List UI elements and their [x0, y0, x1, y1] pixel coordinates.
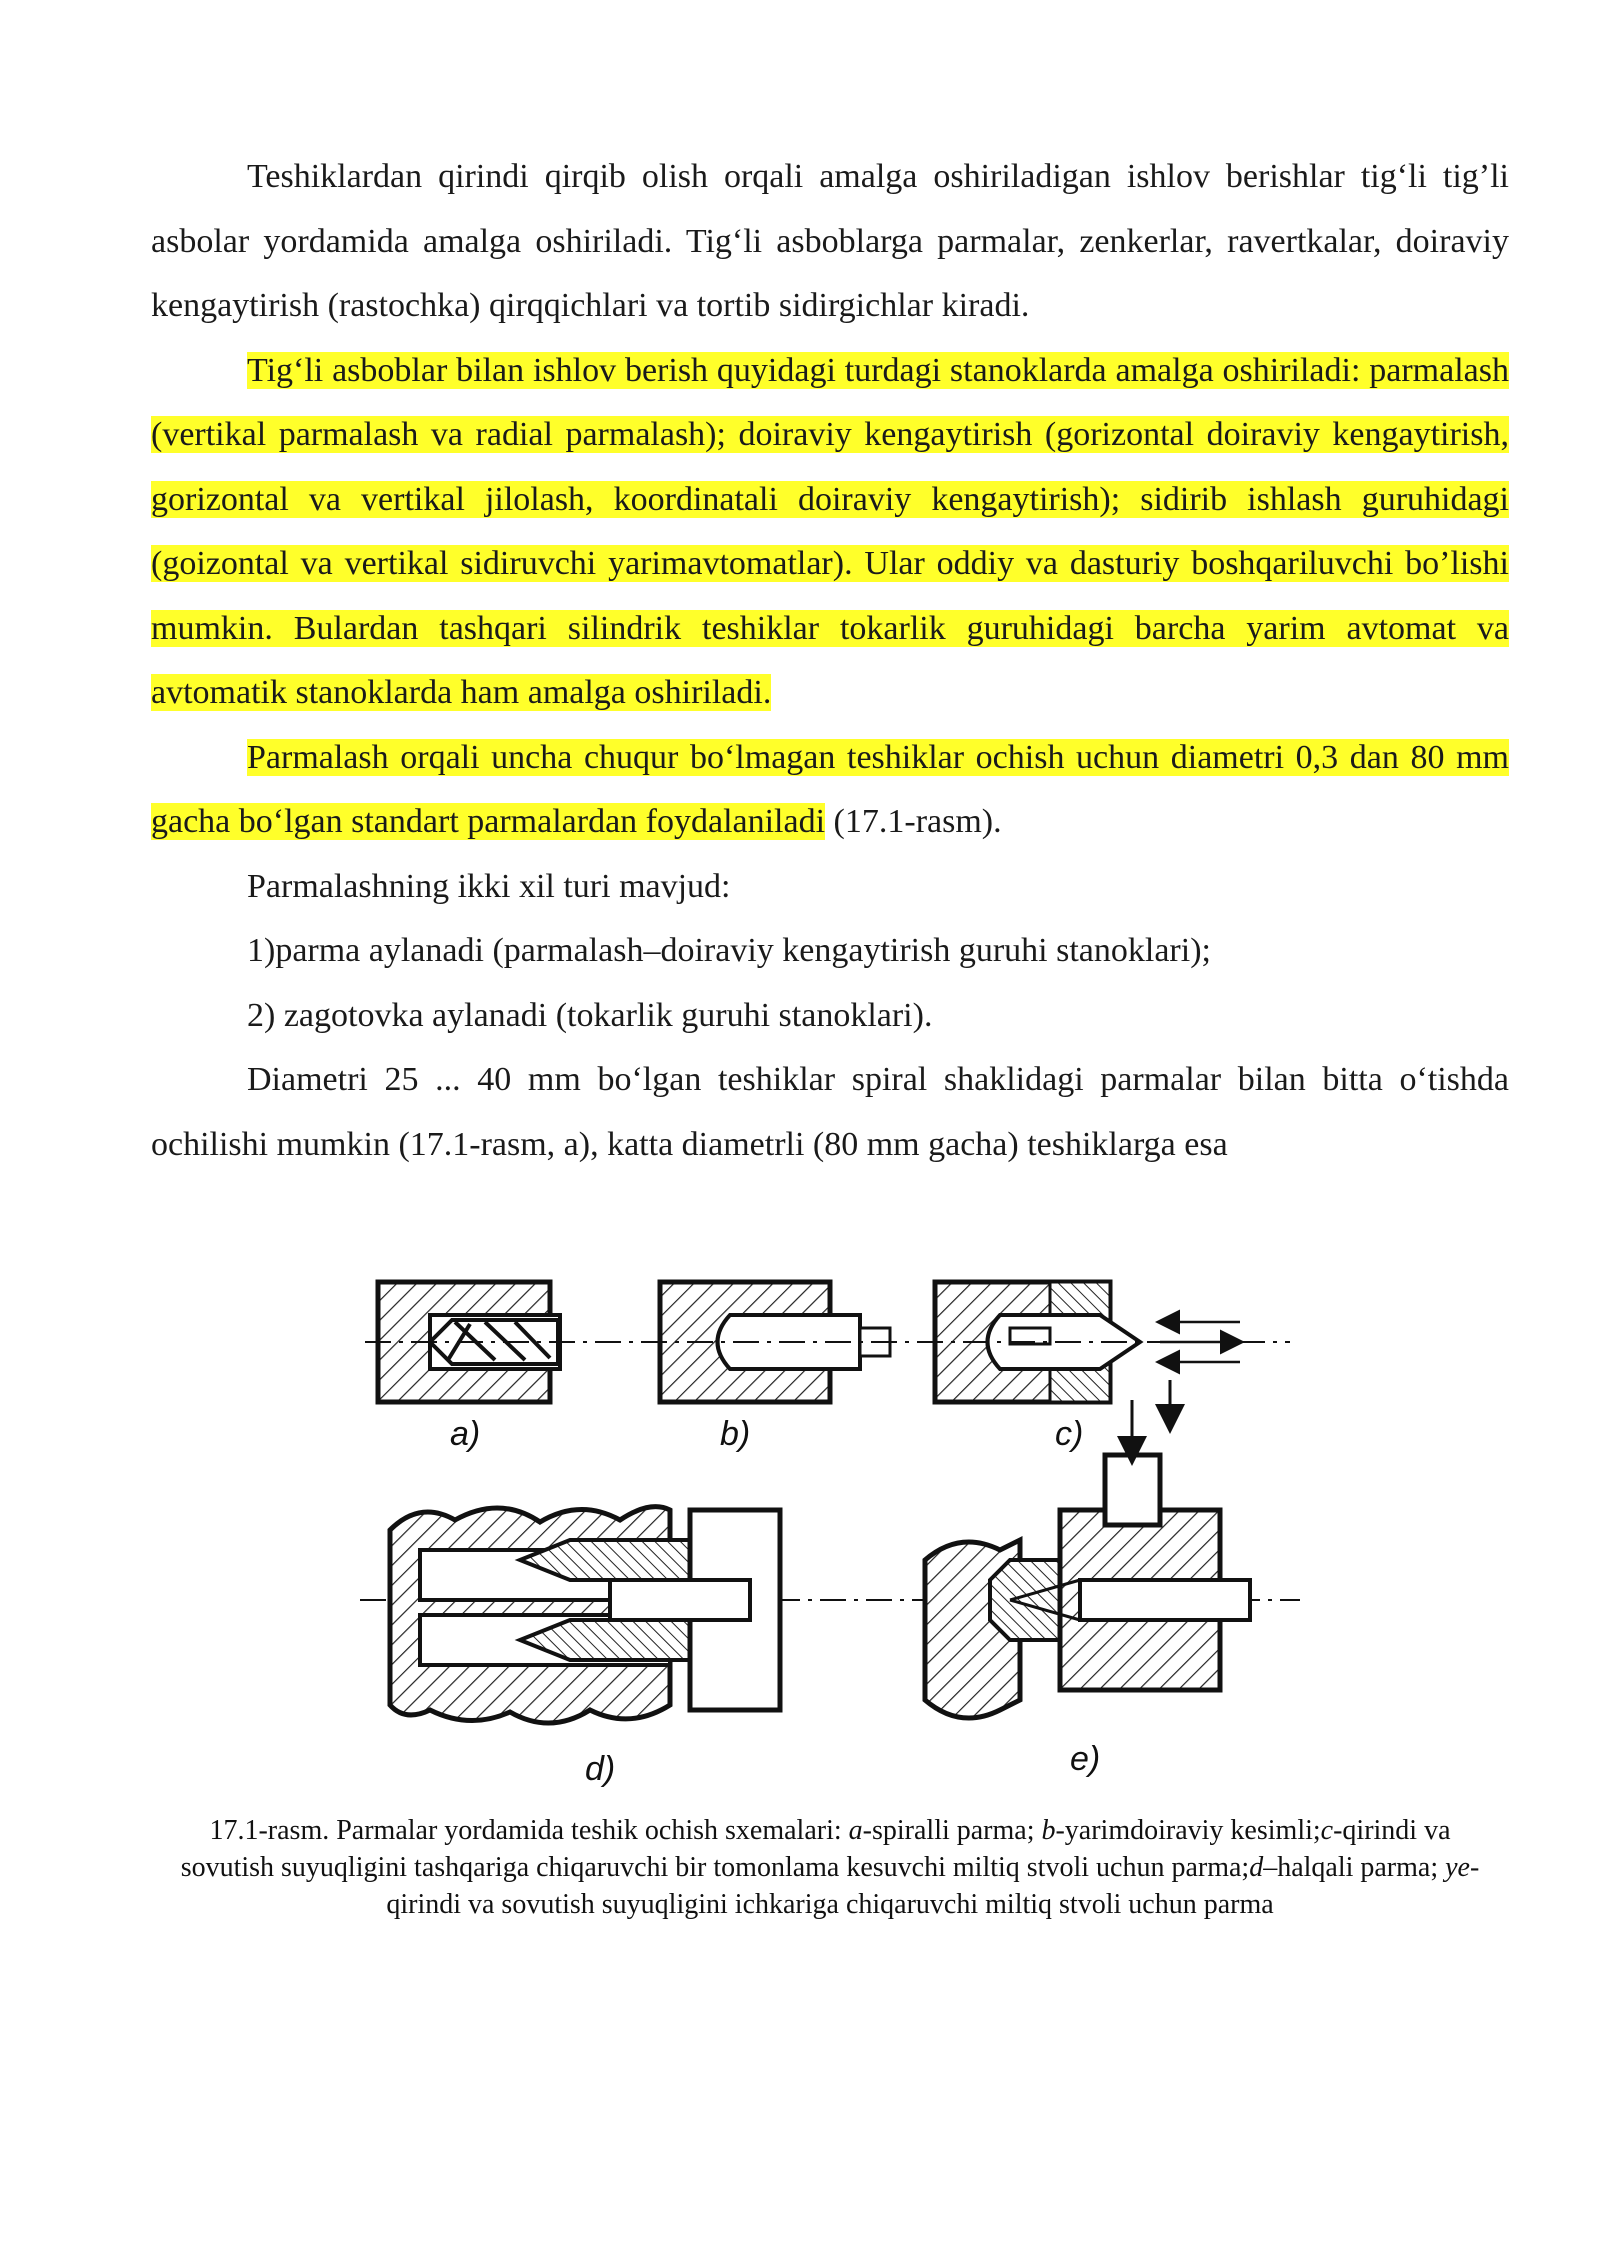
paragraph-2: [151, 339, 1509, 726]
label-a: a): [450, 1415, 481, 1453]
caption-key-d: d: [1249, 1852, 1264, 1883]
paragraph-1: Teshiklardan qirindi qirqib olish orqali amalga oshiriladigan ishlov berishlar tig‘li tig’li asbolar yordamida amalga oshiriladi. Tig‘li asboblarga parmalar, zenkerlar, ravertkalar, doiraviy kengaytirish (rastochka) qirqqichlari va tortib sidirgichlar kiradi.: [151, 158, 1509, 324]
caption-key-a: a: [848, 1815, 863, 1846]
caption-text: 17.1-rasm. Parmalar yordamida teshik ochish sxemalari:: [209, 1815, 849, 1846]
paragraph-3: [151, 726, 1509, 855]
body-text: [151, 145, 1509, 1177]
label-b: b): [720, 1415, 751, 1453]
caption-text: -qirindi va sovutish suyuqligini tashqariga chiqaruvchi bir tomonlama kesuvchi miltiq stvoli uchun parma;: [180, 1815, 1451, 1883]
label-d: d): [585, 1750, 616, 1788]
paragraph-6: 2) zagotovka aylanadi (tokarlik guruhi stanoklari).: [247, 996, 933, 1034]
caption-text: -yarimdoiraviy kesimli;: [1055, 1815, 1321, 1846]
paragraph-7: Diametri 25 ... 40 mm bo‘lgan teshiklar spiral shaklidagi parmalar bilan bitta o‘tishda ochilishi mumkin (17.1-rasm, a), katta diametrli (80 mm gacha) teshiklarga esa: [151, 1061, 1509, 1163]
label-c: c): [1055, 1415, 1084, 1453]
drill-schemes-figure: [360, 1260, 1320, 1810]
figure-reference: (17.1-rasm).: [825, 803, 1002, 840]
highlighted-text: Parmalash orqali uncha chuqur bo‘lmagan teshiklar ochish uchun diametri 0,3 dan 80 mm gacha bo‘lgan standart parmalardan foydalaniladi: [151, 738, 1509, 840]
paragraph-5: 1)parma aylanadi (parmalash–doiraviy kengaytirish guruhi stanoklari);: [247, 932, 1211, 969]
scheme-c: [935, 1282, 1240, 1453]
highlighted-text: Tig‘li asboblar bilan ishlov berish quyidagi turdagi stanoklarda amalga oshiriladi: parmalash (vertikal parmalash va radial parmalash); doiraviy kengaytirish (gorizontal doiraviy kengaytirish, gorizontal va vertikal jilolash, koordinatali doiraviy kengaytirish); sidirib ishlash guruhidagi (goizontal va vertikal sidiruvchi yarimavtomatlar). Ular oddiy va dasturiy boshqariluvchi bo’lishi mumkin. Bulardan tashqari silindrik teshiklar tokarlik guruhidagi barcha yarim avtomat va avtomatik stanoklarda ham amalga oshiriladi.: [151, 351, 1509, 711]
scheme-d: [390, 1507, 780, 1788]
caption-key-b: b: [1041, 1815, 1056, 1846]
scheme-b: [660, 1282, 890, 1453]
caption-text: –halqali parma;: [1263, 1852, 1446, 1883]
paragraph-4: Parmalashning ikki xil turi mavjud:: [247, 867, 731, 905]
scheme-e: [925, 1400, 1250, 1778]
caption-text: -qirindi va sovutish suyuqligini ichkariga chiqaruvchi miltiq stvoli uchun parma: [386, 1852, 1480, 1920]
drill-schemes-drawing: [360, 1260, 1320, 1810]
label-e: e): [1070, 1740, 1101, 1778]
caption-text: -spiralli parma;: [862, 1815, 1042, 1846]
caption-key-c: c: [1320, 1815, 1334, 1846]
figure-caption: [175, 1812, 1485, 1923]
caption-key-ye: ye: [1445, 1852, 1470, 1883]
scheme-a: [378, 1282, 560, 1453]
